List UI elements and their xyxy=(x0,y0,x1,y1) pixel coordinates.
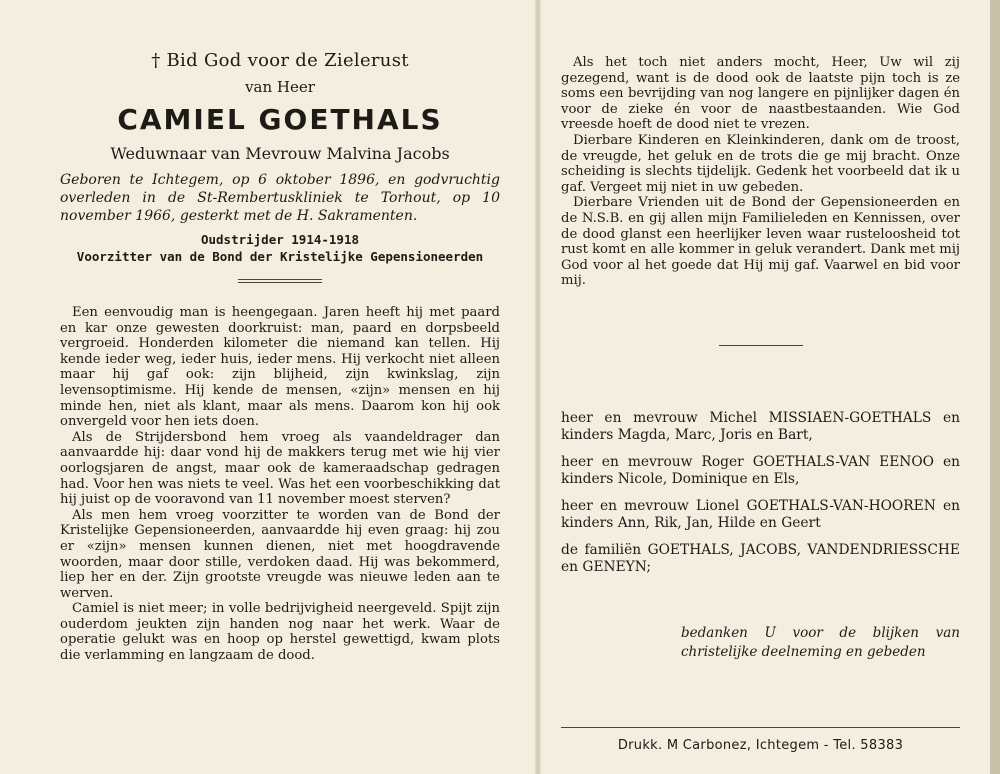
farewell-paragraph: Als het toch niet anders mocht, Heer, Uw wil zij gezegend, want is de dood ook de laatste pijn toch is ze soms een bevrijding van nog langere en pijnlijker dagen én voor de zieke én voor de naastbestaanden. Wie God vreesde hoeft de dood niet te vrezen. xyxy=(561,55,960,133)
farewell-text xyxy=(561,55,960,289)
family-list xyxy=(561,410,960,576)
eulogy-paragraph: Als de Strijdersbond hem vroeg als vaandeldrager dan aanvaardde hij: daar vond hij de makkers terug met wie hij vier oorlogsjaren de angst, maar ook de kameraadschap gedragen had. Voor hen was niets te veel. Was het een voorbeschikking dat hij juist op de vooravond van 11 november moest sterven? xyxy=(60,429,500,508)
printer-divider xyxy=(561,727,960,728)
eulogy-paragraph: Camiel is niet meer; in volle bedrijvigheid neergeveld. Spijt zijn ouderdom jeukten zijn handen nog naar het werk. Waar de operatie gelukt was en hoop op herstel gewettigd, kwam plots die verlamming en langzaam de dood. xyxy=(60,601,500,664)
farewell-paragraph: Dierbare Kinderen en Kleinkinderen, dank om de troost, de vreugde, het geluk en de trots die ge mij bracht. Onze scheiding is slechts tijdelijk. Gedenk het voorbeeld dat ik u gaf. Vergeet mij niet in uw gebeden. xyxy=(561,132,960,195)
right-panel xyxy=(538,0,1000,774)
chairman-line: Voorzitter van de Bond der Kristelijke Gepensioneerden xyxy=(76,249,484,264)
eulogy-paragraph: Als men hem vroeg voorzitter te worden van de Bond der Kristelijke Gepensioneerden, aanvaardde hij even graag: hij zou er «zijn» mensen kunnen dienen, niet met hoogdravende woorden, maar door stille, verdoken daad. Hij was bekommerd, liep her en der. Zijn grootste vreugde was nieuwe leden aan te werven. xyxy=(60,507,500,601)
eulogy-paragraph: Een eenvoudig man is heengegaan. Jaren heeft hij met paard en kar onze gewesten doorkruist: man, paard en dorpsbeeld vergroeid. Honderden kilometer die niemand kan tellen. Hij kende ieder weg, ieder huis, ieder mens. Hij verkocht niet alleen maar hij gaf ook: zijn blijheid, zijn kwinkslag, zijn levensoptimisme. Hij kende de mensen, «zijn» mensen en hij minde hen, niet als klant, maar als mens. Daarom kon hij ook onvergeld voor hen iets doen. xyxy=(60,305,500,430)
family-entry: de familiën GOETHALS, JACOBS, VANDENDRIESSCHE en GENEYN; xyxy=(561,541,960,575)
farewell-paragraph: Dierbare Vrienden uit de Bond der Gepensioneerden en de N.S.B. en gij allen mijn Familieleden en Kennissen, over de dood glanst een heerlijker leven waar rusteloosheid tot rust komt en alle kommer in geluk verandert. Dank met mij God voor al het goede dat Hij mij gaf. Vaarwel en bid voor mij. xyxy=(561,195,960,289)
thanks-text: bedanken U voor de blijken van christelijke deelneming en gebeden xyxy=(681,624,960,660)
family-entry: heer en mevrouw Lionel GOETHALS-VAN-HOOREN en kinders Ann, Rik, Jan, Hilde en Geert xyxy=(561,497,960,531)
ornament-divider xyxy=(238,279,322,283)
family-entry: heer en mevrouw Roger GOETHALS-VAN EENOO en kinders Nicole, Dominique en Els, xyxy=(561,453,960,487)
van-heer: van Heer xyxy=(245,78,315,96)
family-entry: heer en mevrouw Michel MISSIAEN-GOETHALS en kinders Magda, Marc, Joris en Bart, xyxy=(561,409,960,443)
birth-death-info: Geboren te Ichtegem, op 6 oktober 1896, en godvruchtig overleden in de St-Rembertuskliniek te Torhout, op 10 november 1966, gesterkt met de H. Sakramenten. xyxy=(60,172,500,224)
divider-line xyxy=(719,345,803,346)
printer-credit: Drukk. M Carbonez, Ichtegem - Tel. 58383 xyxy=(617,738,904,753)
prayer-heading: † Bid God voor de Zielerust xyxy=(151,50,409,71)
card-edge xyxy=(990,0,1000,774)
deceased-name: CAMIEL GOETHALS xyxy=(117,103,443,136)
card-fold xyxy=(535,0,541,774)
veteran-line: Oudstrijder 1914-1918 xyxy=(200,232,360,247)
widower-line: Weduwnaar van Mevrouw Malvina Jacobs xyxy=(110,144,450,163)
eulogy-text xyxy=(60,305,500,664)
